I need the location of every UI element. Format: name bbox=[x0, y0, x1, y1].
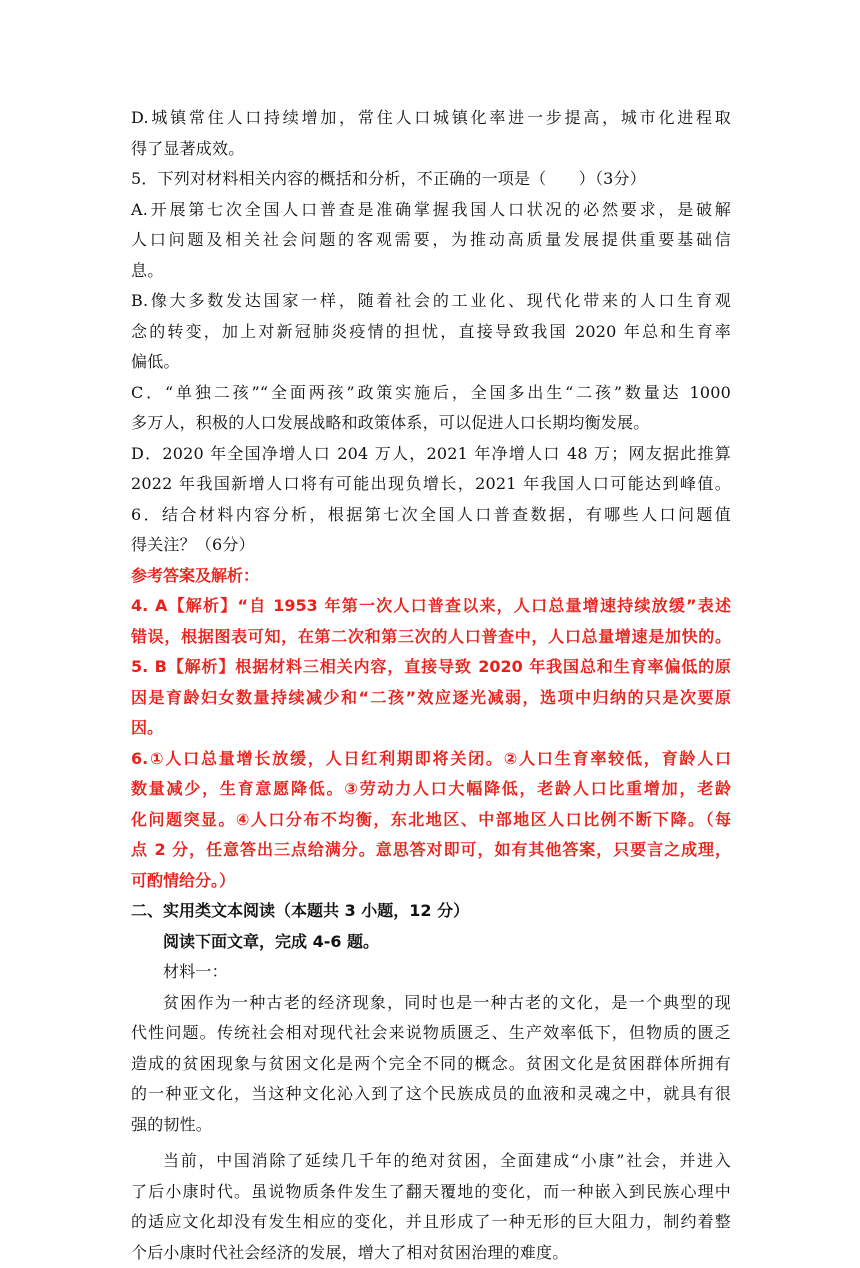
text-line: 强的韧性。 bbox=[131, 1110, 731, 1141]
text-line: 得了显著成效。 bbox=[131, 134, 731, 165]
text-line: 念的转变，加上对新冠肺炎疫情的担忧，直接导致我国 2020 年总和生育率 bbox=[131, 317, 731, 348]
question-6 bbox=[131, 500, 731, 561]
text-line: 贫困作为一种古老的经济现象，同时也是一种古老的文化，是一个典型的现 bbox=[131, 988, 731, 1019]
option-d-prev bbox=[131, 103, 731, 164]
option-b bbox=[131, 286, 731, 378]
answer-line: 点 2 分，任意答出三点给满分。意思答对即可，如有其他答案，只要言之成理， bbox=[131, 835, 731, 866]
answer-line: 因。 bbox=[131, 713, 731, 744]
answer-line: 可酌情给分。） bbox=[131, 866, 731, 897]
text-line: 多万人，积极的人口发展战略和政策体系，可以促进人口长期均衡发展。 bbox=[131, 408, 731, 439]
text-line: 个后小康时代社会经济的发展，增大了相对贫困治理的难度。 bbox=[131, 1238, 731, 1268]
text-line: D．2020 年全国净增人口 204 万人，2021 年净增人口 48 万；网友据此推算 bbox=[131, 439, 731, 470]
text-line: 的一种亚文化，当这种文化沁入到了这个民族成员的血液和灵魂之中，就具有很 bbox=[131, 1079, 731, 1110]
answer-line: 数量减少，生育意愿降低。③劳动力人口大幅降低，老龄人口比重增加，老龄 bbox=[131, 774, 731, 805]
option-a bbox=[131, 195, 731, 287]
option-c bbox=[131, 378, 731, 439]
answer-4 bbox=[131, 591, 731, 652]
answer-6 bbox=[131, 744, 731, 897]
material-1-label: 材料一： bbox=[131, 957, 731, 988]
text-line: 人口问题及相关社会问题的客观需要，为推动高质量发展提供重要基础信 bbox=[131, 225, 731, 256]
answer-line: 6.①人口总量增长放缓，人日红利期即将关闭。②人口生育率较低，育龄人口 bbox=[131, 744, 731, 775]
text-line: 当前，中国消除了延续几千年的绝对贫困，全面建成“小康”社会，并进入 bbox=[131, 1146, 731, 1177]
text-line: 息。 bbox=[131, 256, 731, 287]
document-page bbox=[131, 103, 731, 1268]
text-line: D.城镇常住人口持续增加，常住人口城镇化率进一步提高，城市化进程取 bbox=[131, 103, 731, 134]
answer-line: 错误，根据图表可知，在第二次和第三次的人口普查中，人口总量增速是加快的。 bbox=[131, 622, 731, 653]
paragraph-2 bbox=[131, 1146, 731, 1268]
text-line: A.开展第七次全国人口普查是准确掌握我国人口状况的必然要求，是破解 bbox=[131, 195, 731, 226]
section-2-title: 二、实用类文本阅读（本题共 3 小题，12 分） bbox=[131, 896, 731, 927]
answer-line: 5. B【解析】根据材料三相关内容，直接导致 2020 年我国总和生育率偏低的原 bbox=[131, 652, 731, 683]
answer-5 bbox=[131, 652, 731, 744]
text-line: 6．结合材料内容分析，根据第七次全国人口普查数据，有哪些人口问题值 bbox=[131, 500, 731, 531]
answer-line: 化问题突显。④人口分布不均衡，东北地区、中部地区人口比例不断下降。（每 bbox=[131, 805, 731, 836]
text-line: 造成的贫困现象与贫困文化是两个完全不同的概念。贫困文化是贫困群体所拥有 bbox=[131, 1049, 731, 1080]
section-2-instruction: 阅读下面文章，完成 4-6 题。 bbox=[131, 927, 731, 958]
text-line: 得关注？（6分） bbox=[131, 530, 731, 561]
text-line: 代性问题。传统社会相对现代社会来说物质匮乏、生产效率低下，但物质的匮乏 bbox=[131, 1018, 731, 1049]
answer-heading: 参考答案及解析： bbox=[131, 561, 731, 592]
paragraph-1 bbox=[131, 988, 731, 1141]
answer-line: 4. A【解析】“自 1953 年第一次人口普查以来，人口总量增速持续放缓”表述 bbox=[131, 591, 731, 622]
option-d bbox=[131, 439, 731, 500]
text-line: 了后小康时代。虽说物质条件发生了翻天覆地的变化，而一种嵌入到民族心理中 bbox=[131, 1177, 731, 1208]
text-line: 2022 年我国新增人口将有可能出现负增长，2021 年我国人口可能达到峰值。 bbox=[131, 469, 731, 500]
question-5: 5．下列对材料相关内容的概括和分析，不正确的一项是（ ）（3分） bbox=[131, 164, 731, 195]
text-line: 偏低。 bbox=[131, 347, 731, 378]
text-line: C．“单独二孩”“全面两孩”政策实施后，全国多出生“二孩”数量达 1000 bbox=[131, 378, 731, 409]
answer-line: 因是育龄妇女数量持续减少和“二孩”效应逐光减弱，选项中归纳的只是次要原 bbox=[131, 683, 731, 714]
text-line: 的适应文化却没有发生相应的变化，并且形成了一种无形的巨大阻力，制约着整 bbox=[131, 1207, 731, 1238]
text-line: B.像大多数发达国家一样，随着社会的工业化、现代化带来的人口生育观 bbox=[131, 286, 731, 317]
